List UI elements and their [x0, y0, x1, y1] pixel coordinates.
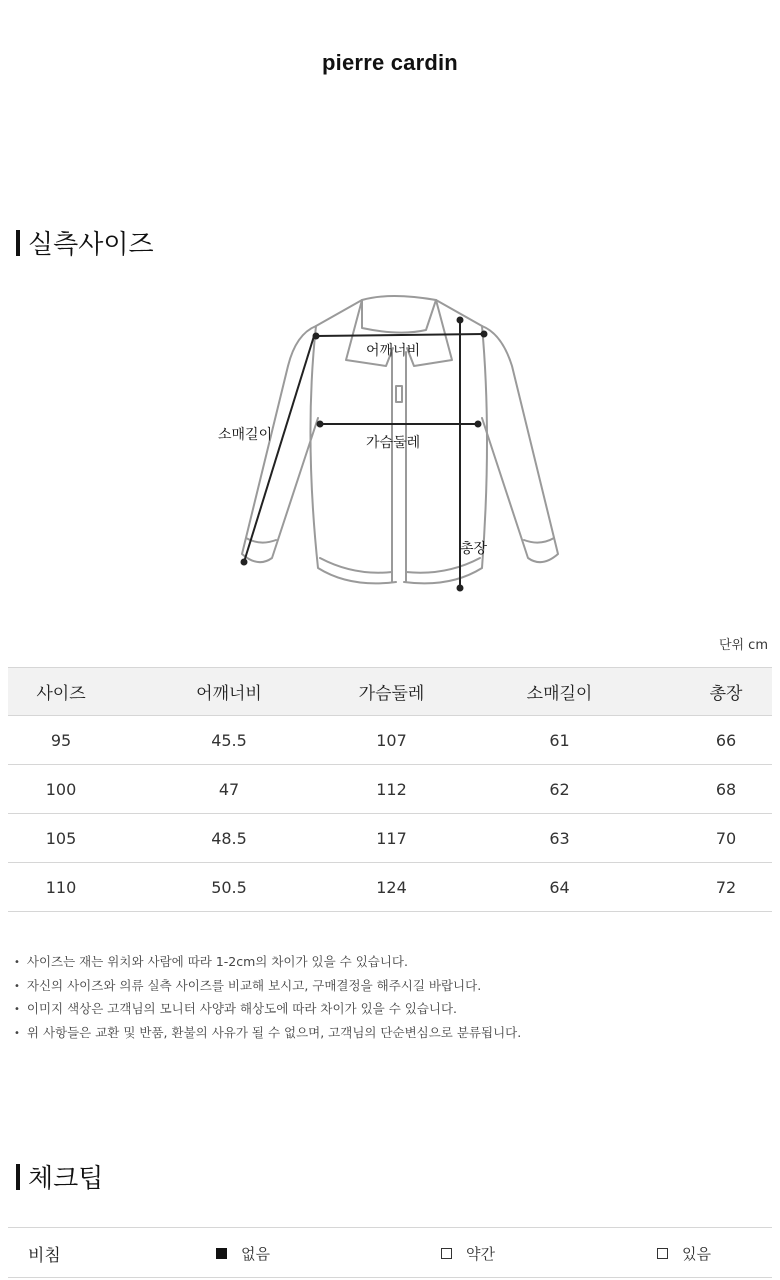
check-row-label: 비침 [28, 1246, 61, 1266]
unchecked-box-icon [657, 1248, 668, 1259]
table-cell: 50.5 [114, 863, 344, 912]
header-length: 총장 [680, 668, 772, 716]
table-cell: 95 [8, 716, 114, 765]
list-item: • 위 사항들은 교환 및 반품, 환불의 사유가 될 수 없으며, 고객님의 단순변심으로 분류됩니다. [14, 1022, 754, 1046]
checked-box-icon [216, 1248, 227, 1259]
table-header-row [8, 668, 772, 716]
check-row-transparency [8, 1227, 772, 1278]
header-sleeve: 소매길이 [439, 668, 680, 716]
shirt-measurement-diagram [200, 286, 580, 616]
table-cell: 107 [344, 716, 439, 765]
option-present [657, 1243, 711, 1264]
list-item: • 이미지 색상은 고객님의 모니터 사양과 해상도에 따라 차이가 있을 수 있습니다. [14, 998, 754, 1022]
table-cell: 64 [439, 863, 680, 912]
diagram-label-shoulder: 어깨너비 [366, 343, 421, 359]
table-row [8, 863, 772, 912]
size-section-title-text: 실측사이즈 [28, 230, 154, 260]
diagram-label-sleeve: 소매길이 [218, 427, 273, 443]
option-label: 약간 [466, 1245, 495, 1263]
option-label: 있음 [682, 1245, 711, 1263]
list-item: • 자신의 사이즈와 의류 실측 사이즈를 비교해 보시고, 구매결정을 해주시길 바랍니다. [14, 975, 754, 999]
table-row [8, 765, 772, 814]
check-tip-section-title [16, 1158, 103, 1195]
option-none [216, 1243, 270, 1264]
diagram-label-length: 총장 [460, 541, 488, 557]
table-cell: 47 [114, 765, 344, 814]
table-cell: 112 [344, 765, 439, 814]
option-slight [441, 1243, 495, 1264]
size-notes-list [14, 951, 754, 1045]
table-cell: 66 [680, 716, 772, 765]
title-bar-decoration [16, 1164, 20, 1190]
header-size: 사이즈 [8, 668, 114, 716]
title-bar-decoration [16, 230, 20, 256]
size-table [8, 667, 772, 912]
table-cell: 117 [344, 814, 439, 863]
table-row [8, 716, 772, 765]
list-item: • 사이즈는 재는 위치와 사람에 따라 1-2cm의 차이가 있을 수 있습니다. [14, 951, 754, 975]
table-row [8, 814, 772, 863]
table-cell: 72 [680, 863, 772, 912]
header-chest: 가슴둘레 [344, 668, 439, 716]
option-label: 없음 [241, 1245, 270, 1263]
unit-label: 단위 cm [718, 638, 768, 653]
table-cell: 70 [680, 814, 772, 863]
diagram-label-chest: 가슴둘레 [366, 435, 421, 451]
brand-logo: pierre cardin [322, 50, 458, 75]
unchecked-box-icon [441, 1248, 452, 1259]
table-cell: 45.5 [114, 716, 344, 765]
table-cell: 105 [8, 814, 114, 863]
header-shoulder: 어깨너비 [114, 668, 344, 716]
table-cell: 63 [439, 814, 680, 863]
table-cell: 110 [8, 863, 114, 912]
table-cell: 48.5 [114, 814, 344, 863]
table-cell: 62 [439, 765, 680, 814]
size-section-title [16, 224, 154, 261]
table-cell: 61 [439, 716, 680, 765]
check-tip-section-title-text: 체크팁 [28, 1164, 104, 1194]
table-cell: 124 [344, 863, 439, 912]
table-cell: 100 [8, 765, 114, 814]
table-cell: 68 [680, 765, 772, 814]
